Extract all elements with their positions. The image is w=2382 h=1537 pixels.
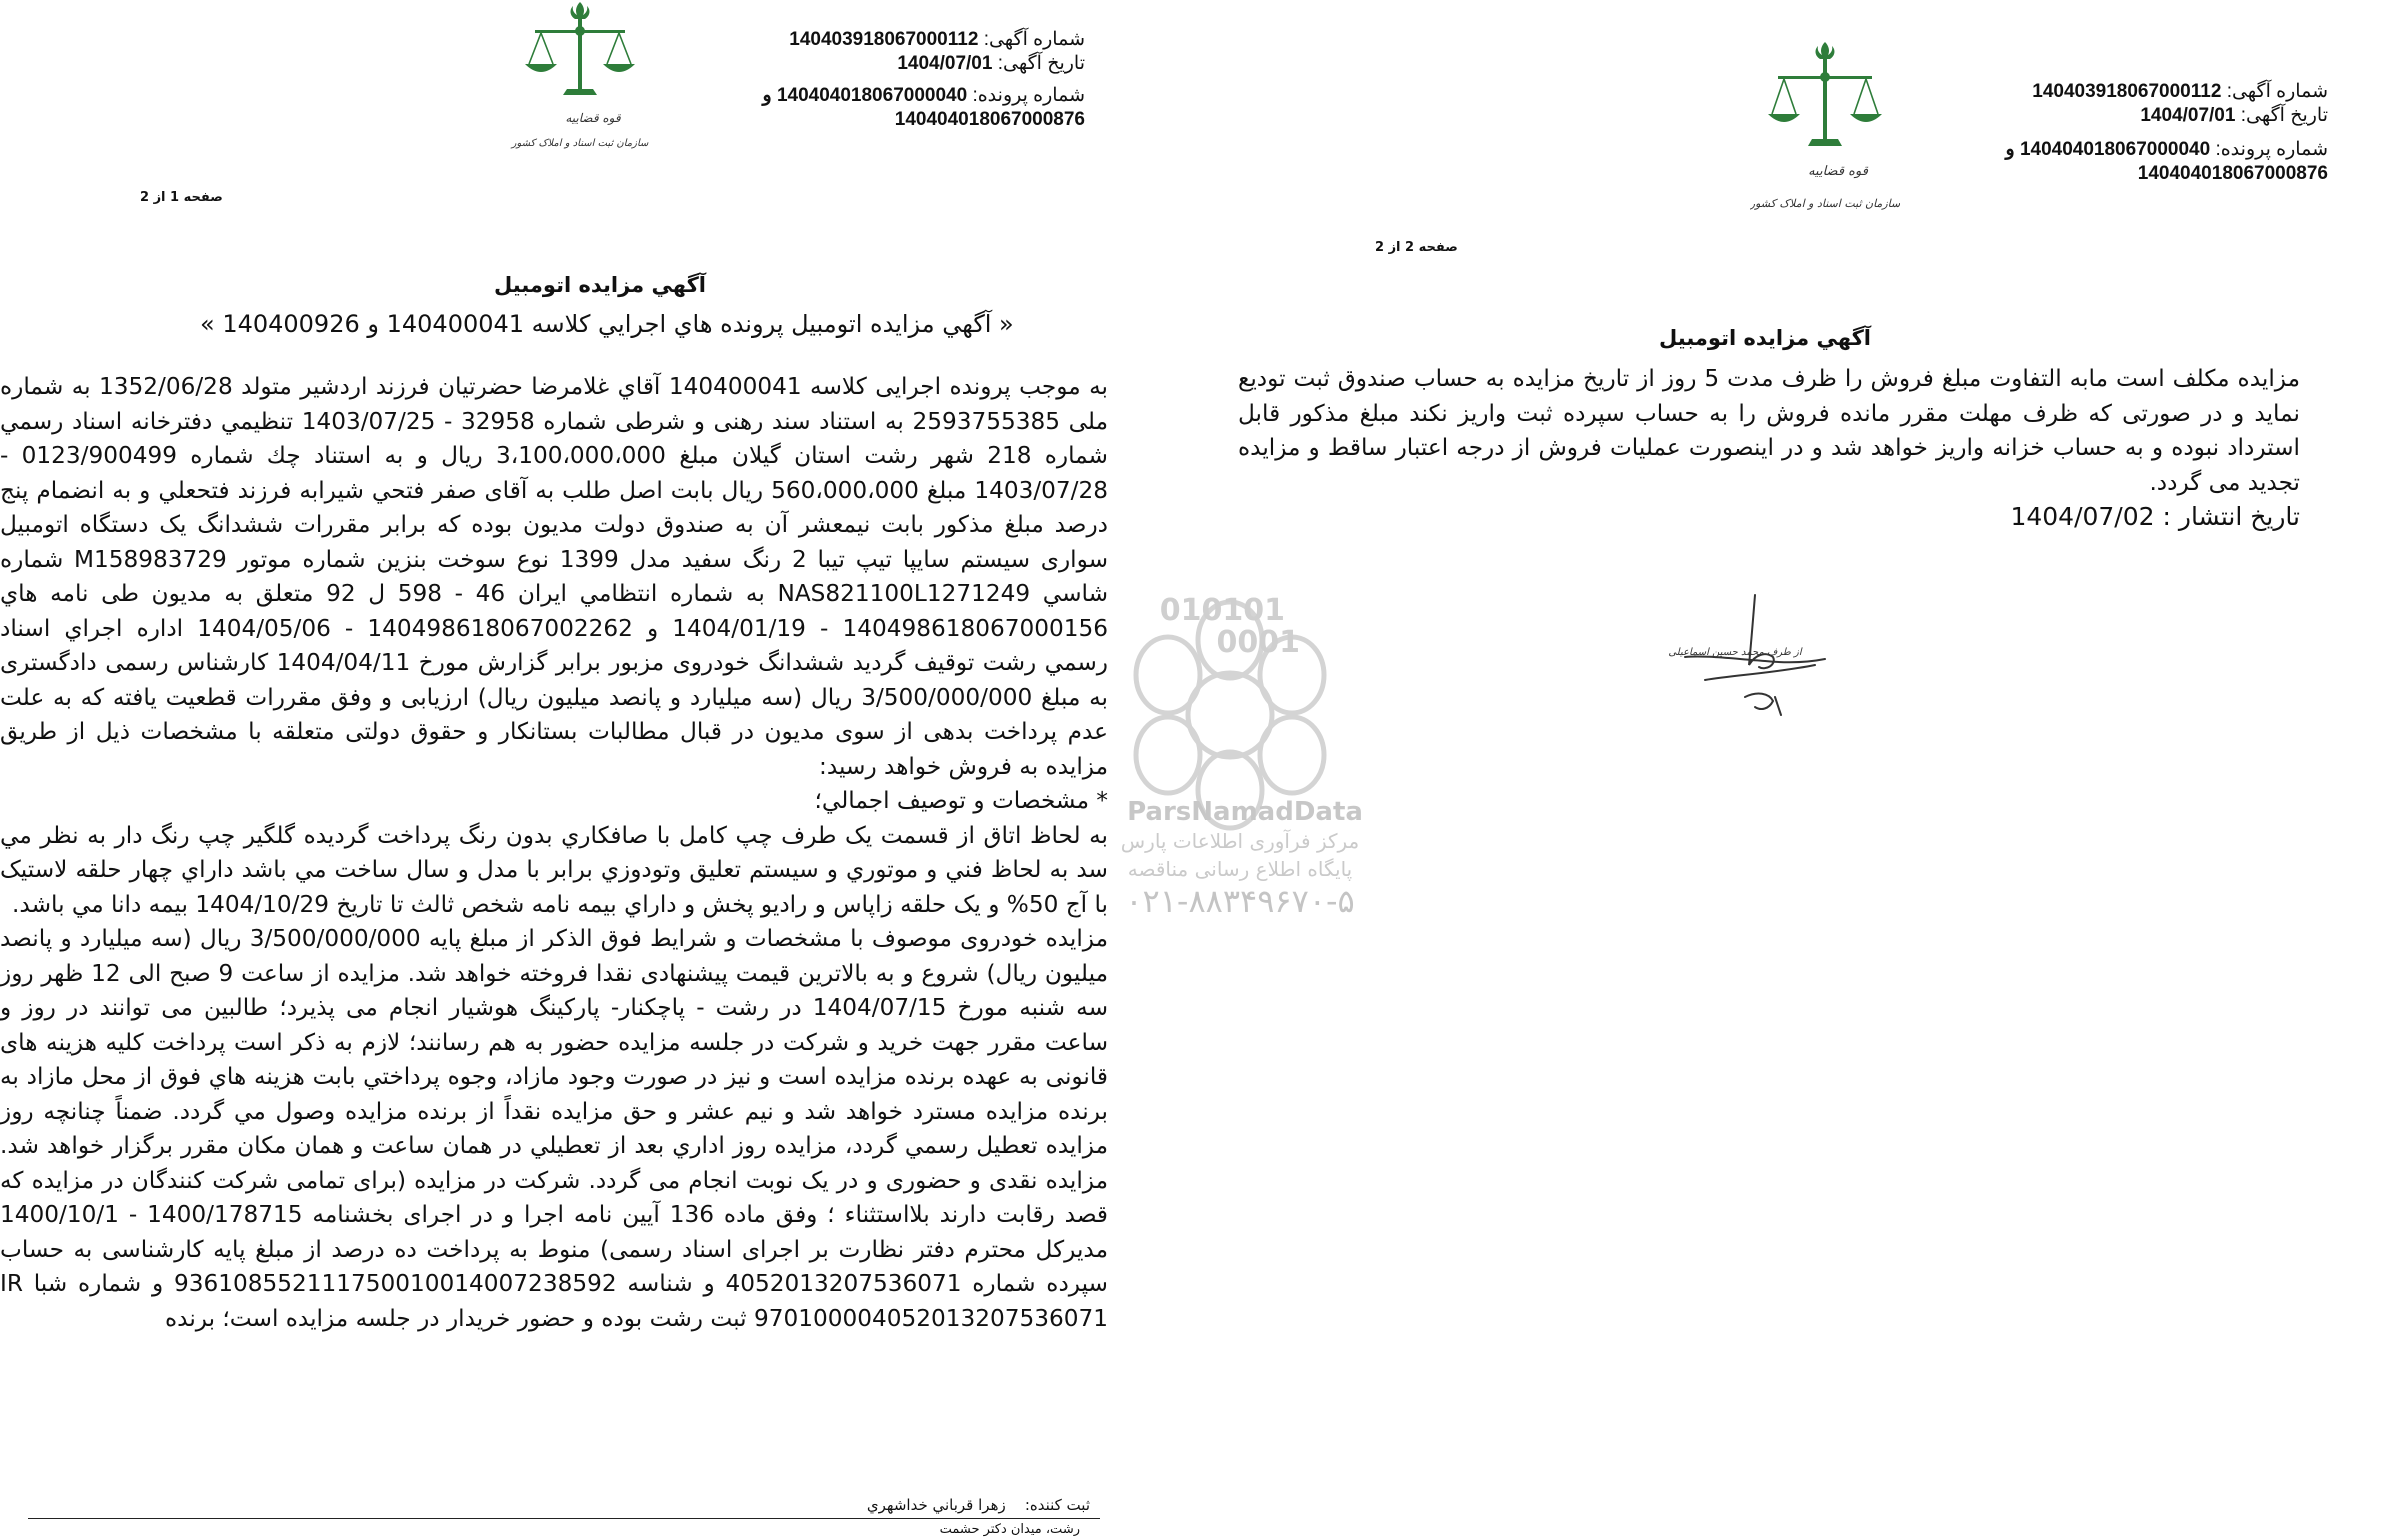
ad-date-label: تاریخ آگهی: bbox=[997, 53, 1085, 74]
judiciary-emblem-2 bbox=[1750, 35, 1900, 230]
handwritten-signature-icon bbox=[1665, 585, 1845, 735]
pub-date-label: تاريخ انتشار : bbox=[2162, 502, 2300, 531]
footer-divider bbox=[28, 1518, 1100, 1519]
signature bbox=[1665, 585, 1845, 735]
notice-body bbox=[0, 370, 1108, 1336]
org-name: سازمان ثبت اسناد و املاک کشور bbox=[511, 138, 649, 149]
signature-text: از طرف محمد حسین اسماعیلی bbox=[1668, 647, 1802, 658]
publication-date bbox=[2010, 502, 2300, 531]
ad-metadata bbox=[762, 28, 1085, 132]
notice-page-2 bbox=[1200, 0, 2382, 1535]
ad-number-label: شماره آگهی: bbox=[2226, 81, 2328, 102]
watermark-line1: مرکز فرآوری اطلاعات پارس bbox=[1120, 829, 1360, 853]
registrar-name: زهرا قرباني خداشهري bbox=[866, 1496, 1006, 1514]
auction-paragraph: مزايده خودروی موصوف با مشخصات و شرايط فوق الذكر از مبلغ پايه 3/500/000/000 ريال (سه ميليارد و پانصد ميليون ريال) شروع و به بالاترين قيمت پيشنهادی نقدا فروخته خواهد شد. مزايده از ساعت 9 صبح الی 12 ظهر روز سه شنبه مورخ 1404/07/15 در رشت - پاچكنار- پاركينگ هوشيار انجام می پذيرد؛ طالبين می توانند در روز و ساعت مقرر جهت خريد و شركت در جلسه مزايده حضور به هم رسانند؛ لازم به ذكر است پرداخت كليه هزينه های قانونی به عهده برنده مزايده است و نيز در صورت وجود مازاد، وجوه پرداختي بابت هزينه هاي فوق از محل مازاد به برنده مزايده مسترد خواهد شد و نيم عشر و حق مزايده نقداً از برنده مزايده وصول مي گردد. ضمناً چنانچه روز مزايده تعطيل رسمي گردد، مزايده روز اداري بعد از تعطيلي در همان ساعت و همان مكان مقرر برگزار خواهد شد. مزايده نقدی و حضوری و در يک نوبت انجام می گردد. شرکت در مزایده (برای تمامی شرکت کنندگان در مزایده که قصد رقابت دارند بلااستثناء ؛ وفق ماده 136 آيين نامه اجرا و در اجرای بخشنامه 1400/178715 - 1400/10/1 مديركل محترم دفتر نظارت بر اجرای اسناد رسمی) منوط به پرداخت ده درصد از مبلغ پایه كارشناسی به حساب سپرده شماره 4052013207536071 و شناسه 936108552111750010014007238592 و شماره شبا IR 970100004052013207536071 ثبت رشت بوده و حضور خريدار در جلسه مزايده است؛ برنده bbox=[0, 925, 1109, 1332]
ad-number: 140403918067000112 bbox=[789, 29, 979, 50]
emblem-label: قوه قضاييه bbox=[1808, 164, 1868, 179]
ad-metadata-2 bbox=[2005, 80, 2328, 186]
ad-date: 1404/07/01 bbox=[2140, 105, 2236, 126]
pub-date-value: 1404/07/02 bbox=[2010, 502, 2155, 531]
page-indicator: صفحه 1 از 2 bbox=[140, 190, 223, 205]
case-number-2: 140404018067000876 bbox=[894, 109, 1085, 130]
notice-title: آگهي مزايده اتومبيل bbox=[494, 273, 706, 297]
registrar bbox=[867, 1496, 1090, 1514]
address: رشت، ميدان دكتر حشمت bbox=[939, 1522, 1080, 1537]
ad-date: 1404/07/01 bbox=[897, 53, 993, 74]
page-indicator-2: صفحه 2 از 2 bbox=[1375, 240, 1458, 255]
scales-of-justice-icon bbox=[505, 0, 655, 150]
watermark-phone: ۰۲۱-۸۸۳۴۹۶۷۰-۵ bbox=[1125, 882, 1355, 920]
case-number-label: شماره پرونده: bbox=[972, 85, 1085, 106]
watermark-binary-top: 010101 bbox=[1159, 593, 1285, 628]
watermark-binary-mid: 0001 bbox=[1216, 625, 1300, 660]
ad-number-label: شماره آگهی: bbox=[983, 29, 1085, 50]
org-name: سازمان ثبت اسناد و املاک کشور bbox=[1750, 197, 1900, 210]
notice-title-2: آگهي مزايده اتومبيل bbox=[1659, 326, 1871, 350]
case-number-1: 140404018067000040 و bbox=[762, 85, 968, 106]
spec-heading: * مشخصات و توصيف اجمالي؛ bbox=[814, 787, 1108, 814]
watermark-line2: پایگاه اطلاع رسانی مناقصه bbox=[1127, 857, 1353, 881]
watermark-brand: ParsNamadData bbox=[1127, 797, 1363, 827]
notice-subtitle: « آگهي مزايده اتومبيل پرونده هاي اجرايي كلاسه 140400041 و 140400926 » bbox=[200, 310, 1014, 338]
judiciary-emblem bbox=[505, 0, 655, 150]
registrar-label: ثبت کننده: bbox=[1024, 1496, 1090, 1514]
ad-date-label: تاریخ آگهی: bbox=[2240, 105, 2328, 126]
case-number-1: 140404018067000040 و bbox=[2005, 139, 2211, 160]
scales-of-justice-icon bbox=[1750, 35, 1900, 230]
spec-paragraph: به لحاظ اتاق از قسمت يک طرف چپ كامل با صافكاري بدون رنگ پرداخت گرديده گلگير چپ رنگ دار به نظر مي سد به لحاظ فني و موتوري و سيستم تعليق وتودوزي برابر با مدل و سال ساخت مي باشد داراي چهار حلقه لاستيک با آج 50% و يک حلقه زاپاس و راديو پخش و داراي بيمه نامه شخص ثالث تا تاريخ 1404/10/29 بيمه دانا مي باشد. bbox=[0, 821, 1108, 918]
notice-body-intro: به موجب پرونده اجرایی کلاسه 140400041 آقاي غلامرضا حضرتيان فرزند اردشير متولد 1352/06/28 به شماره ملی 2593755385 به استناد سند رهنی و شرطی شماره 32958 - 1403/07/25 تنظيمي دفترخانه اسناد رسمي شماره 218 شهر رشت استان گيلان مبلغ 3،100،000،000 ريال و به استناد چك شماره 0123/900499 - 1403/07/28 مبلغ 560،000،000 ريال بابت اصل طلب به آقای صفر فتحي شيرابه فرزند فتحعلي و به انضمام پنج درصد مبلغ مذكور بابت نيمعشر آن به صندوق دولت مديون بوده كه برابر مقررات ششدانگ يک دستگاه اتومبيل سواری سیستم سایپا تیپ تیبا 2 رنگ سفید مدل 1399 نوع سوخت بنزين شماره موتور M158983729 شماره شاسي NAS821100L1271249 به شماره انتظامي ايران 46 - 598 ل 92 متعلق به مديون طی نامه هاي 140498618067000156 - 1404/01/19 و 140498618067002262 - 1404/05/06 اداره اجراي اسناد رسمي رشت توقيف گرديد ششدانگ خودروی مزبور برابر گزارش مورخ 1404/04/11 کارشناس رسمی دادگستری به مبلغ 3/500/000/000 ريال (سه ميليارد و پانصد ميليون ريال) ارزيابی و وفق مقررات قطعيت يافته كه به علت عدم پرداخت بدهی از سوی مديون در قبال مطالبات بستانكار و حقوق دولتی متعلقه با مشخصات ذيل از طريق مزايده به فروش خواهد رسيد: bbox=[0, 373, 1109, 780]
emblem-label: قوه قضاييه bbox=[565, 111, 621, 125]
case-number-2: 140404018067000876 bbox=[2137, 163, 2328, 184]
notice-body-2: مزايده مكلف است مابه التفاوت مبلغ فروش را ظرف مدت 5 روز از تاريخ مزايده به حساب صندوق ثبت توديع نمايد و در صورتی كه ظرف مهلت مقرر مانده فروش را به حساب سپرده ثبت واريز نكند مبلغ مذكور قابل استرداد نبوده و به حساب خزانه واريز خواهد شد و در اينصورت عمليات فروش از درجه اعتبار ساقط و مزايده تجديد می گردد. bbox=[1238, 365, 2300, 496]
ad-number: 140403918067000112 bbox=[2032, 81, 2222, 102]
case-number-label: شماره پرونده: bbox=[2215, 139, 2328, 160]
